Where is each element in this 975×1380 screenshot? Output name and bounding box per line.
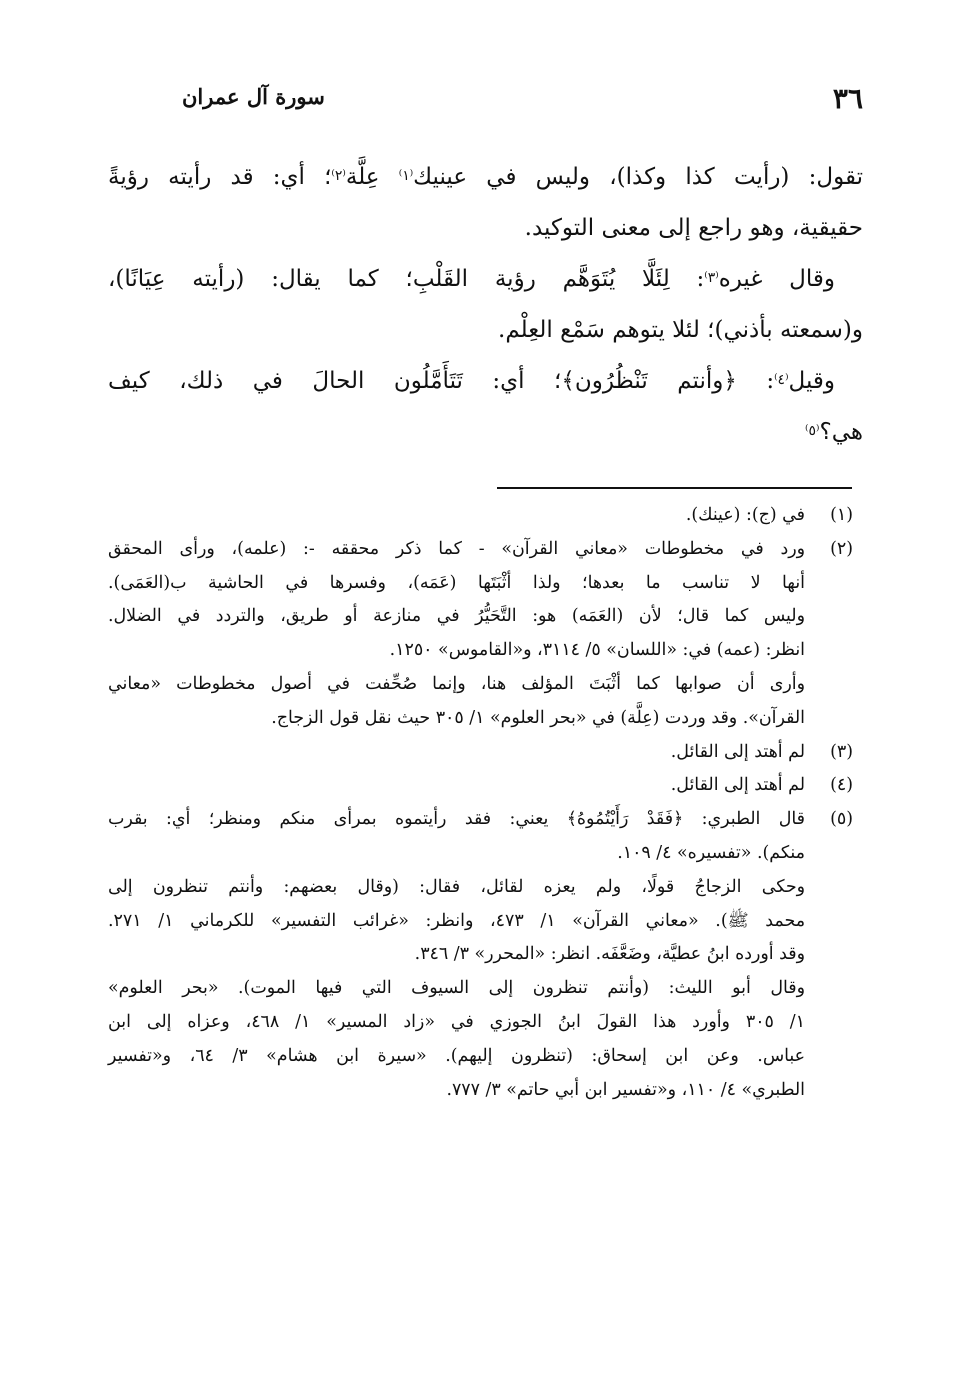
footnote-line: لم أهتد إلى القائل. [670, 741, 805, 762]
footnote-line: عباس. وعن ابن إسحاق: (تنظرون إليهم). «سيرة ابن هشام» ٣/ ٦٤، و«تفسير [108, 1045, 805, 1066]
footnote-line: انظر: (عمه) في: «اللسان» ٥/ ٣١١٤، و«القاموس» ١٢٥٠. [389, 640, 805, 661]
footnote-line: في (ج): (عينك). [685, 505, 805, 525]
body-line: هي؟$^{^(٥^)}$ [805, 419, 863, 445]
footnote-line: وحكى الزجاجُ قولًا، ولم يعزه لقائل، فقال: (وقال بعضهم: وأنتم تنظرون إلى [108, 876, 805, 897]
footnote-number: (٤) [830, 775, 853, 796]
footnote-line: ورد في مخطوطات «معاني القرآن» - كما ذكر محققه -: (علمه)، ورأى المحقق [108, 538, 805, 559]
footnote-line: محمد ﷺ). «معاني القرآن» ١/ ٤٧٣، وانظر: «غرائب التفسير» للكرماني ١/ ٢٧١. [108, 910, 806, 931]
footnote-number: (٣) [830, 741, 853, 762]
footnote-number: (١) [830, 505, 853, 525]
body-line: وقال غيره$^{^(٣^)}$: لِئَلَّا يُتَوَهَّم رؤية القَلْبِ؛ كما يقال: (رأيته عِيَانًا)، [108, 266, 836, 292]
footnote-4 [108, 769, 853, 803]
footnote-2 [108, 533, 853, 736]
footnote-line: ١/ ٣٠٥ وأورد هذا القولَ ابنُ الجوزي في «زاد المسير» ١/ ٤٦٨، وعزاه إلى ابن [108, 1011, 806, 1032]
footnote-number: (٢) [830, 538, 853, 559]
footnote-line: وقد أورده ابنُ عطيَّة، وضَعَّفَه. انظر: «المحرر» ٣/ ٣٤٦. [414, 944, 805, 965]
running-title: سورة آل عمران [182, 84, 325, 109]
footnote-ref[interactable]: ⁽٤⁾ [774, 372, 789, 388]
page-header [112, 82, 863, 118]
footnote-line: منكم). «تفسيره» ٤/ ١٠٩. [617, 842, 805, 863]
footnote-ref[interactable]: ⁽٥⁾ [805, 423, 820, 439]
footnote-ref[interactable]: ⁽١⁾ [398, 168, 414, 184]
body-line: تقول: (رأيت كذا وكذا)، وليس في عينيك$^{^(١^)}$ عِلَّة$^{^(٢^)}$؛ أي: قد رأيته رؤيةً [108, 164, 863, 190]
footnote-line: لم أهتد إلى القائل. [670, 775, 805, 796]
body-line: وقيل$^{^(٤^)}$: ﴿وأنتم تَنْظُرُون﴾؛ أي: تَتَأَمَّلُون الحالَ في ذلك، كيف [108, 368, 835, 394]
footnote-ref[interactable]: ⁽٢⁾ [331, 168, 346, 184]
body-line: و(سمعته بأذني)؛ لئلا يتوهم سَمْع العِلْم. [498, 317, 863, 343]
body-line: حقيقية، وهو راجع إلى معنى التوكيد. [524, 215, 863, 241]
page-number: ٣٦ [832, 82, 863, 115]
footnotes [108, 499, 853, 1107]
footnote-5 [108, 803, 853, 1107]
footnote-number: (٥) [830, 809, 853, 830]
footnote-divider [497, 487, 852, 489]
footnote-line: وليس كما قال؛ لأن (العَمَه) هو: التَّحَيُّرُ في منازعة أو طريق، والتردد في الضلال. [108, 606, 805, 627]
footnote-1 [108, 499, 853, 533]
footnote-line: وأرى أن صوابها كما أثْبَتَ المؤلف هنا، وإنما صُحِّفت في أصول مخطوطات «معاني [108, 673, 805, 694]
footnote-ref[interactable]: ⁽٣⁾ [704, 270, 719, 286]
footnote-3 [108, 736, 853, 770]
main-text [108, 152, 863, 458]
footnote-line: القرآن». وقد وردت (عِلَّة) في «بحر العلوم» ١/ ٣٠٥ حيث نقل قول الزجاج. [271, 707, 805, 728]
footnote-line: قال الطبري: ﴿فَقَدْ رَأَيْتُمُوهُ﴾ يعني: فقد رأيتموه بمرأى منكم ومنظر؛ أي: بقرب [108, 809, 805, 830]
footnote-line: أنها لا تناسب ما بعدها؛ ولذا أثْبَتَها (عَمَه)، وفسرها في الحاشية ب(العَمَى). [108, 572, 805, 593]
footnote-line: وقال أبو الليث: (وأنتم تنظرون إلى السيوف التي فيها الموت). «بحر العلوم» [108, 978, 805, 999]
footnote-line: الطبري» ٤/ ١١٠، و«تفسير ابن أبي حاتم» ٣/ ٧٧٧. [446, 1079, 805, 1100]
